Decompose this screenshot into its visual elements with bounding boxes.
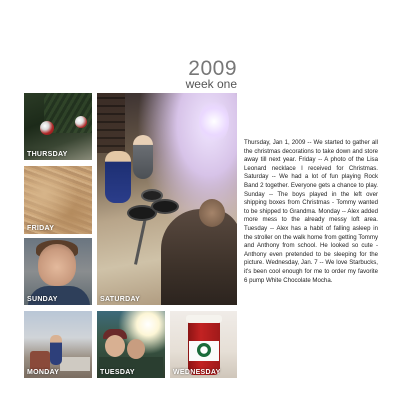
ornament xyxy=(75,116,87,128)
drum-pad xyxy=(151,199,179,214)
shelf xyxy=(97,93,125,153)
chair xyxy=(30,351,50,371)
starbucks-logo-icon xyxy=(197,343,211,357)
photo-label-wednesday: WEDNESDAY xyxy=(173,369,221,376)
photo-monday-loft xyxy=(24,311,92,378)
child-face xyxy=(105,335,125,357)
photo-label-tuesday: TUESDAY xyxy=(100,369,135,376)
photo-label-saturday: SATURDAY xyxy=(100,296,141,303)
child-figure xyxy=(133,135,153,179)
photo-label-thursday: THURSDAY xyxy=(27,151,68,158)
photo-tuesday-stroller xyxy=(97,311,165,378)
adult-figure xyxy=(161,209,237,305)
table xyxy=(60,357,90,371)
week-title: week one xyxy=(185,77,237,91)
journal-text: Thursday, Jan 1, 2009 -- We started to gather all the christmas decorations to take down and store away till next year. Friday -- A photo of the Lisa Leonard necklace I received for Christmas. Saturday -- We had a lot of fun playing Rock Band 2 together. Everyone gets a chance to play. Sunday -- The boys played in the left over shipping boxes from Christmas - Tommy wanted to be shipped to Grandma. Monday -- Alex added more mess to the already messy loft area. Tuesday -- Alex has a habit of falling asleep in the stroller on the walk home from getting Tommy and Anthony from school. He looked so cute - Anthony even pretended to be sleeping for the picture. Wednesday, Jan. 7 -- We love Starbucks, it's been cool enough for me to order my favorite 6 pump White Chocolate Mocha. xyxy=(244,139,378,284)
photo-wednesday-starbucks xyxy=(170,311,237,378)
lamp-glow xyxy=(199,99,229,144)
drum-stand xyxy=(134,217,147,265)
photo-saturday-rock-band xyxy=(97,93,237,305)
cup-lid xyxy=(186,315,222,323)
photo-label-sunday: SUNDAY xyxy=(27,296,58,303)
photo-sunday-boy xyxy=(24,238,92,305)
child-figure xyxy=(105,151,131,203)
adult-head xyxy=(199,199,225,227)
photo-thursday-christmas-tree xyxy=(24,93,92,160)
photo-label-friday: FRIDAY xyxy=(27,225,55,232)
photo-label-monday: MONDAY xyxy=(27,369,60,376)
year-title: 2009 xyxy=(188,57,237,80)
ornament xyxy=(40,121,54,135)
face xyxy=(38,244,76,286)
photo-friday-necklace xyxy=(24,166,92,234)
child-face xyxy=(127,339,145,359)
child-figure xyxy=(50,335,62,365)
